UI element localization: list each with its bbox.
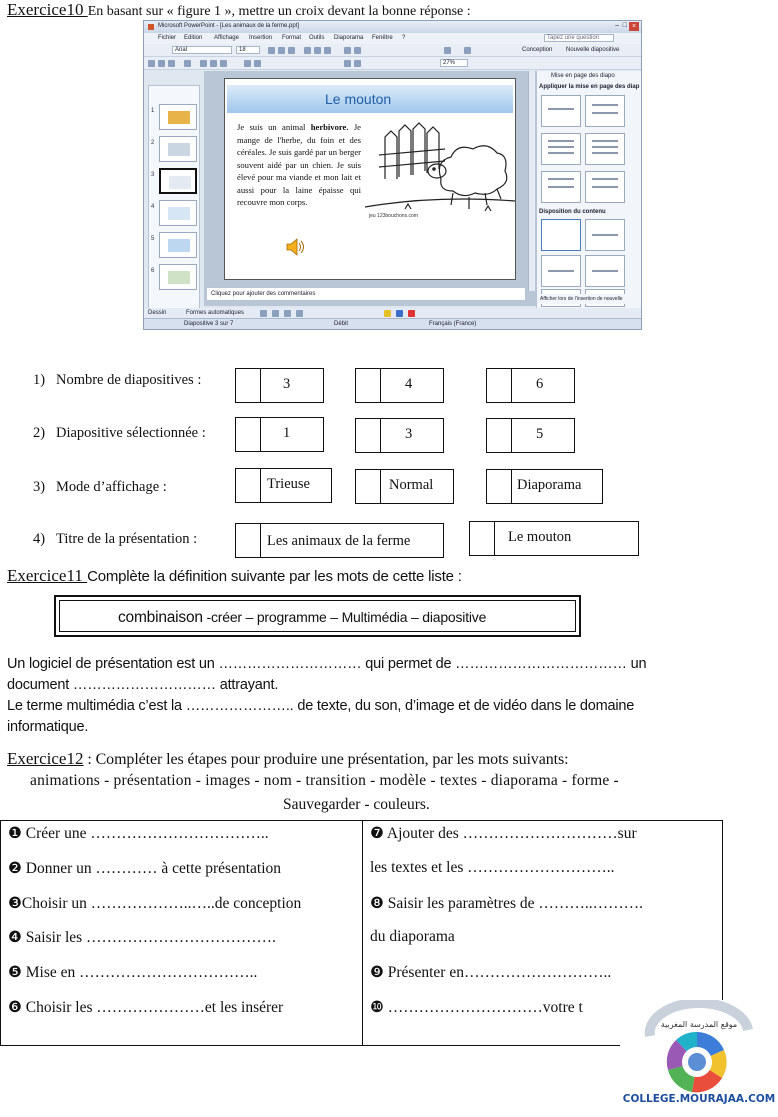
oval-icon[interactable]: [296, 310, 303, 317]
font-size-select[interactable]: 18: [236, 46, 260, 54]
grow-font-icon[interactable]: [444, 47, 451, 54]
line-color-icon[interactable]: [396, 310, 403, 317]
checkbox[interactable]: [236, 524, 261, 557]
svg-text:موقع المدرسة المغربية: موقع المدرسة المغربية: [660, 1020, 738, 1029]
exercise-12-header: [7, 749, 568, 769]
exercise-12-title: Exercice12: [7, 749, 84, 768]
align-center-icon[interactable]: [314, 47, 321, 54]
checkbox[interactable]: [487, 419, 512, 452]
answer-box[interactable]: 3: [355, 418, 444, 453]
fill-line: Un logiciel de présentation est un ………………………… qui permet de ……………………………… un: [7, 656, 647, 672]
thumb-number: 2: [151, 140, 155, 146]
checkbox[interactable]: [487, 470, 512, 503]
svg-text:jeu 123bouchons.com: jeu 123bouchons.com: [369, 213, 418, 219]
italic-icon[interactable]: [278, 47, 285, 54]
powerpoint-screenshot: [143, 20, 642, 330]
rectangle-icon[interactable]: [284, 310, 291, 317]
align-right-icon[interactable]: [324, 47, 331, 54]
copy-icon[interactable]: [210, 60, 217, 67]
question-2-label: 2) Diapositive sélectionnée :: [33, 425, 206, 441]
task-pane-checkbox[interactable]: Afficher lors de l'insertion de nouvelle: [538, 294, 642, 304]
fill-color-icon[interactable]: [384, 310, 391, 317]
step-8: ❽ Saisir les paramètres de ………..……….: [370, 895, 644, 912]
answer-box[interactable]: Le mouton: [469, 521, 639, 556]
layout-option[interactable]: [541, 133, 581, 165]
exercise-12-words-1: animations - présentation - images - nom - transition - modèle - textes - diaporama - forme -: [30, 772, 619, 789]
step-8-cont: du diaporama: [370, 928, 455, 945]
new-icon[interactable]: [148, 60, 155, 67]
question-4-label: 4) Titre de la présentation :: [33, 531, 198, 547]
menu-diaporama[interactable]: Diaporama: [334, 35, 364, 41]
open-icon[interactable]: [158, 60, 165, 67]
ppt-window-title: Microsoft PowerPoint - [Les animaux de la ferme.ppt]: [158, 23, 300, 29]
answer-box[interactable]: 6: [486, 368, 575, 403]
paste-icon[interactable]: [220, 60, 227, 67]
undo-icon[interactable]: [244, 60, 251, 67]
slide-thumbnail-5[interactable]: [159, 232, 197, 258]
question-1-label: 1) Nombre de diapositives :: [33, 372, 202, 388]
checkbox[interactable]: [356, 369, 381, 402]
exercise-10-header: [7, 0, 471, 20]
status-slide-count: Diapositive 3 sur 7: [184, 321, 234, 327]
slide-scrollbar[interactable]: [528, 71, 535, 291]
fill-line: Le terme multimédia c’est la ………………….. de texte, du son, d’image et de vidéo dans le domaine: [7, 698, 635, 714]
answer-box[interactable]: Trieuse: [235, 468, 332, 503]
step-7: ❼ Ajouter des …………………………sur: [370, 825, 637, 842]
layout-option[interactable]: [585, 133, 625, 165]
menu-edition[interactable]: Edition: [184, 35, 203, 41]
step-7-cont: les textes et les ………………………..: [370, 859, 615, 876]
slide-thumbnail-4[interactable]: [159, 200, 197, 226]
word-list-rest: -créer – programme – Multimédia – diapositive: [202, 609, 487, 625]
exercise-11-instruction: Complète la définition suivante par les mots de cette liste :: [87, 568, 462, 585]
slide-thumbnail-6[interactable]: [159, 264, 197, 290]
slide-thumbnails-pane: [148, 85, 200, 310]
site-logo: [620, 1000, 778, 1112]
line-icon[interactable]: [260, 310, 267, 317]
slide-title: Le mouton: [325, 91, 392, 107]
close-icon[interactable]: ×: [629, 22, 639, 31]
save-icon[interactable]: [168, 60, 175, 67]
task-pane-title: Mise en page des diapo: [551, 73, 615, 79]
slide-thumbnail-2[interactable]: [159, 136, 197, 162]
redo-icon[interactable]: [254, 60, 261, 67]
step-6: ❻ Choisir les …………………et les insérer: [8, 999, 284, 1016]
layout-task-pane: [536, 71, 642, 309]
zoom-select[interactable]: 27%: [440, 59, 468, 67]
exercise-12-instruction: : Compléter les étapes pour produire une présentation, par les mots suivants:: [83, 751, 569, 768]
ppt-menubar: [144, 33, 641, 44]
checkbox[interactable]: [470, 522, 495, 555]
help-search-input[interactable]: Tapez une question: [544, 34, 614, 42]
align-left-icon[interactable]: [304, 47, 311, 54]
status-design: Débit: [334, 321, 349, 327]
answer-box[interactable]: 5: [486, 418, 575, 453]
step-4: ❹ Saisir les ……………………………….: [8, 929, 276, 946]
status-language: Français (France): [429, 321, 477, 327]
sheep-illustration: [365, 119, 515, 219]
draw-menu[interactable]: Dessin: [148, 310, 167, 316]
slide-thumbnail-1[interactable]: [159, 104, 197, 130]
thumb-number: 1: [151, 108, 155, 114]
menu-fenetre[interactable]: Fenêtre: [372, 35, 393, 41]
step-9: ❾ Présenter en………………………..: [370, 964, 612, 981]
layout-option[interactable]: [541, 95, 581, 127]
ppt-app-icon: [148, 24, 154, 30]
layout-option[interactable]: [585, 255, 625, 287]
menu-help[interactable]: ?: [402, 35, 406, 41]
speaker-icon[interactable]: [285, 237, 305, 257]
checkbox[interactable]: [236, 369, 261, 402]
text-color-icon[interactable]: [408, 310, 415, 317]
answer-box[interactable]: Normal: [355, 469, 454, 504]
notes-field[interactable]: Cliquez pour ajouter des commentaires: [206, 287, 526, 301]
exercise-11-header: [7, 566, 462, 586]
status-bar: [144, 318, 641, 329]
bullets-icon[interactable]: [344, 47, 351, 54]
step-1: ❶ Créer une ……………………………..: [8, 825, 269, 842]
checkbox[interactable]: [236, 418, 261, 451]
font-name-select[interactable]: Arial: [172, 46, 232, 54]
underline-icon[interactable]: [288, 47, 295, 54]
checkbox[interactable]: [356, 419, 381, 452]
thumb-number: 4: [151, 204, 155, 210]
menu-format[interactable]: Format: [282, 35, 302, 41]
thumb-number: 5: [151, 236, 155, 242]
task-pane-section-1: Appliquer la mise en page des diap: [539, 84, 640, 90]
menu-insertion[interactable]: Insertion: [249, 35, 273, 41]
answer-box[interactable]: Diaporama: [486, 469, 603, 504]
thumb-number: 3: [151, 172, 155, 178]
layout-option[interactable]: [541, 219, 581, 251]
layout-option[interactable]: [541, 171, 581, 203]
exercise-11-title: Exercice11: [7, 566, 88, 585]
ppt-format-toolbar: [144, 44, 641, 57]
bold-icon[interactable]: [268, 47, 275, 54]
numbering-icon[interactable]: [354, 47, 361, 54]
exercise-12-words-2: Sauvegarder - couleurs.: [283, 796, 430, 813]
word-combinaison: combinaison: [118, 609, 203, 626]
step-2: ❷ Donner un ………… à cette présentation: [8, 860, 282, 877]
slide-body-text: Je suis un animal herbivore. Je mange de l'herbe, du foin et des céréales. Je suis gardé par un berger souvent aidé par un chien. Je suis élevé pour ma viande et mon lait et aussi pour la laine épaisse qui recouvre mon corps.: [237, 122, 361, 207]
checkbox[interactable]: [487, 369, 512, 402]
exercise-11-text: [7, 654, 777, 738]
svg-text:COLLEGE.MOURAJAA.COM: COLLEGE.MOURAJAA.COM: [622, 1093, 776, 1105]
autoshapes-menu[interactable]: Formes automatiques: [186, 310, 245, 316]
question-3-label: 3) Mode d’affichage :: [33, 479, 167, 495]
exercise-10-title: Exercice10: [7, 0, 88, 19]
checkbox[interactable]: [236, 469, 261, 502]
layout-option[interactable]: [585, 171, 625, 203]
layout-option[interactable]: [585, 219, 625, 251]
answer-box[interactable]: 4: [355, 368, 444, 403]
fill-line: document ………………………… attrayant.: [7, 677, 279, 693]
layout-option[interactable]: [585, 95, 625, 127]
menu-fichier[interactable]: Fichier: [158, 35, 177, 41]
step-5: ❺ Mise en ……………………………..: [8, 964, 258, 981]
cut-icon[interactable]: [200, 60, 207, 67]
maximize-icon[interactable]: □: [622, 22, 627, 29]
slide-thumbnail-3-selected[interactable]: [159, 168, 197, 194]
menu-outils[interactable]: Outils: [309, 35, 325, 41]
answer-box[interactable]: 3: [235, 368, 324, 403]
checkbox[interactable]: [356, 470, 381, 503]
ppt-standard-toolbar: [144, 57, 641, 70]
task-pane-section-2: Disposition du contenu: [539, 209, 606, 215]
print-icon[interactable]: [184, 60, 191, 67]
exercise-10-instruction: En basant sur « figure 1 », mettre un croix devant la bonne réponse :: [87, 4, 471, 19]
step-10: ❿ …………………………votre t: [370, 999, 583, 1016]
current-slide[interactable]: [224, 78, 516, 280]
fill-line: informatique.: [7, 719, 89, 735]
font-color-icon[interactable]: [464, 47, 471, 54]
conception-button[interactable]: Conception: [522, 47, 553, 53]
answer-box[interactable]: Les animaux de la ferme: [235, 523, 444, 558]
layout-option[interactable]: [541, 255, 581, 287]
thumb-number: 6: [151, 268, 155, 274]
arrow-icon[interactable]: [272, 310, 279, 317]
answer-box[interactable]: 1: [235, 417, 324, 452]
logo-emblem: [620, 1000, 778, 1112]
menu-affichage[interactable]: Affichage: [214, 35, 239, 41]
minimize-icon[interactable]: –: [615, 22, 619, 29]
insert-chart-icon[interactable]: [344, 60, 351, 67]
steps-table: [0, 820, 723, 1046]
ppt-titlebar: [144, 21, 641, 33]
new-slide-button[interactable]: Nouvelle diapositive: [566, 47, 620, 53]
word-list-box: [54, 595, 581, 637]
step-3: ❸Choisir un ………………..…..de conception: [8, 895, 302, 912]
insert-table-icon[interactable]: [354, 60, 361, 67]
